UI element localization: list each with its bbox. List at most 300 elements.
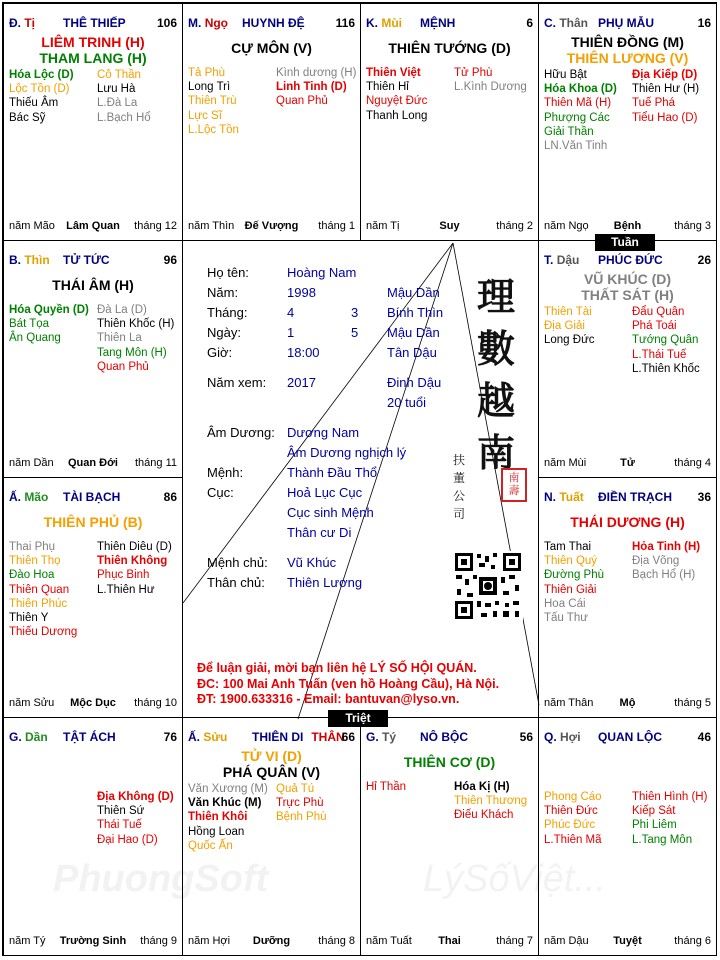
- minor-star: Thiên Quan: [9, 583, 70, 596]
- palace-footer: [9, 935, 177, 949]
- minor-star: Văn Khúc (M): [188, 797, 262, 810]
- minor-stars-right: [632, 68, 699, 125]
- minor-star: Lực Sĩ: [188, 109, 222, 122]
- menh-label: Mệnh:: [207, 465, 244, 480]
- main-stars: [4, 514, 182, 530]
- palace-name: [420, 730, 468, 744]
- red-seal-stamp: [501, 468, 527, 502]
- minor-star: Đẩu Quân: [632, 306, 685, 318]
- minor-star: Phục Binh: [97, 569, 150, 582]
- minor-stars-left: [9, 303, 89, 346]
- hour-can: Tân Dậu: [387, 345, 437, 360]
- main-stars: [539, 514, 716, 530]
- life-stage: Quan Đới: [68, 457, 118, 469]
- tuan-marker: Tuần: [595, 234, 655, 251]
- palace-position: [544, 490, 584, 504]
- cycle-year: năm Tị: [366, 220, 400, 232]
- major-cycle-age: 16: [697, 16, 711, 30]
- minor-star: Tấu Thư: [544, 612, 588, 625]
- month-can: Bính Thìn: [387, 305, 444, 320]
- minor-star: Thiên Đức: [544, 805, 598, 818]
- than-marker: THÂN: [311, 730, 345, 744]
- age-value: 20 tuổi: [387, 395, 427, 410]
- minor-star: Hữu Bật: [544, 69, 587, 81]
- minor-star: Hóa Quyền (D): [9, 304, 89, 316]
- minor-star: L.Lộc Tồn: [188, 123, 239, 136]
- minor-star: Thiên Hư (H): [632, 83, 700, 96]
- thanchu-label: Thân chủ:: [207, 575, 265, 590]
- cycle-month: tháng 8: [318, 935, 355, 947]
- main-star: THIÊN PHỦ (B): [43, 514, 143, 530]
- day-can: Mậu Dần: [387, 325, 440, 340]
- minor-star: Cô Thần: [97, 69, 141, 81]
- calligraphy-side-text: 扶董公司: [453, 453, 466, 521]
- minor-star: Bát Tọa: [9, 318, 50, 331]
- minor-star: Tử Phù: [454, 67, 493, 79]
- position-label: N.: [544, 490, 556, 504]
- cycle-year: năm Ngọ: [544, 220, 589, 232]
- minor-star: Thiên Sứ: [97, 805, 145, 818]
- cycle-month: tháng 1: [318, 220, 355, 232]
- cycle-year: năm Dậu: [544, 935, 589, 947]
- cycle-month: tháng 3: [674, 220, 711, 232]
- palace-position: [9, 490, 48, 504]
- minor-star: Hoa Cái: [544, 597, 586, 610]
- cuc-value: Hoả Lục Cục: [287, 485, 363, 500]
- hour-value: 18:00: [287, 345, 320, 360]
- cycle-year: năm Tý: [9, 935, 46, 947]
- main-star: THAM LANG (H): [39, 50, 147, 66]
- minor-stars-right: [454, 780, 527, 823]
- palace-header: [9, 490, 177, 506]
- minor-star: Phi Liêm: [632, 819, 677, 832]
- palace-cell-than[interactable]: [538, 3, 717, 241]
- main-star: THẤT SÁT (H): [581, 287, 674, 303]
- minor-star: Đào Hoa: [9, 569, 55, 582]
- palace-title: TÀI BẠCH: [63, 490, 121, 504]
- name-label: Họ tên:: [207, 265, 249, 280]
- palace-name: [598, 490, 672, 504]
- palace-footer: [366, 220, 533, 234]
- minor-stars-left: [188, 782, 268, 853]
- minor-star: Trực Phù: [276, 797, 324, 810]
- minor-star: L.Thái Tuế: [632, 348, 687, 361]
- palace-cell-mui[interactable]: [360, 3, 539, 241]
- minor-star: Phá Toái: [632, 320, 677, 333]
- year-can: Mậu Dần: [387, 285, 440, 300]
- major-cycle-age: 86: [163, 490, 177, 504]
- major-cycle-age: 36: [697, 490, 711, 504]
- palace-position: [544, 730, 581, 744]
- minor-star: Bác Sỹ: [9, 111, 46, 124]
- palace-position: [9, 730, 48, 744]
- minor-star: Hỉ Thần: [366, 781, 407, 793]
- position-label: M.: [188, 16, 202, 30]
- palace-position: [544, 253, 579, 267]
- cycle-year: năm Thìn: [188, 220, 235, 232]
- branch-label: Hợi: [560, 730, 581, 744]
- palace-position: [366, 730, 396, 744]
- palace-footer: [544, 457, 711, 471]
- main-star: PHÁ QUÂN (V): [222, 764, 321, 780]
- cycle-year: năm Mùi: [544, 457, 587, 469]
- branch-label: Mão: [24, 490, 49, 504]
- main-star: THIÊN LƯƠNG (V): [566, 50, 689, 66]
- position-label: K.: [366, 16, 378, 30]
- minor-star: Thiên Mã (H): [544, 97, 612, 110]
- cycle-month: tháng 11: [134, 457, 177, 469]
- minor-stars-left: [366, 780, 406, 794]
- main-stars: [4, 34, 182, 66]
- palace-position: [9, 16, 35, 30]
- minor-star: Thiên Hỉ: [366, 81, 409, 94]
- minor-star: Thiên Thương: [454, 795, 528, 808]
- minor-star: Nguyệt Đức: [366, 95, 428, 108]
- palace-footer: [544, 935, 711, 949]
- minor-star: Phúc Đức: [544, 819, 596, 832]
- position-label: T.: [544, 253, 554, 267]
- cycle-month: tháng 10: [134, 697, 177, 709]
- minor-stars-left: [544, 305, 595, 348]
- view-year-can: Đinh Dậu: [387, 375, 442, 390]
- palace-footer: [188, 935, 355, 949]
- calligraphy-logo: [471, 271, 521, 479]
- minor-star: Địa Võng: [632, 555, 680, 568]
- palace-footer: [9, 457, 177, 471]
- minor-star: Thiên Diêu (D): [97, 541, 172, 553]
- minor-star: Thiên Thọ: [9, 555, 61, 568]
- palace-title: THÊ THIẾP: [63, 16, 126, 30]
- palace-title: HUYNH ĐỆ: [242, 16, 305, 30]
- view-year-value: 2017: [287, 375, 316, 390]
- main-star: THÁI DƯƠNG (H): [570, 514, 685, 530]
- calligraphy-char: 理: [476, 274, 515, 319]
- cycle-month: tháng 6: [674, 935, 711, 947]
- palace-title: PHÚC ĐỨC: [598, 253, 663, 267]
- main-stars: [4, 277, 182, 293]
- minor-star: Quốc Ấn: [188, 839, 233, 852]
- main-star: CỰ MÔN (V): [231, 40, 312, 56]
- seal-text: 南壽: [508, 471, 520, 497]
- main-star: VŨ KHÚC (D): [583, 271, 672, 287]
- day-lunar: 5: [351, 325, 359, 340]
- minor-star: Giải Thần: [544, 125, 594, 138]
- minor-star: L.Thiên Hư: [97, 583, 155, 596]
- major-cycle-age: 56: [519, 730, 533, 744]
- minor-star: Hóa Kị (H): [454, 781, 510, 793]
- minor-star: Phong Cáo: [544, 791, 602, 803]
- palace-cell-suu[interactable]: [182, 717, 361, 956]
- position-label: Ấ.: [188, 730, 200, 744]
- center-info-panel: [183, 243, 540, 720]
- palace-title: TẬT ÁCH: [63, 730, 116, 744]
- branch-label: Dậu: [556, 253, 580, 267]
- minor-star: Thiên Tài: [544, 306, 592, 318]
- palace-position: [188, 16, 228, 30]
- minor-star: Thái Tuế: [97, 819, 142, 832]
- palace-header: [9, 253, 177, 269]
- qr-code-icon[interactable]: [453, 551, 523, 621]
- minor-star: Thiên Quý: [544, 555, 598, 568]
- branch-label: Sửu: [203, 730, 228, 744]
- minor-star: Thiếu Âm: [9, 97, 59, 110]
- minor-stars-right: [632, 790, 707, 847]
- menh-value: Thành Đầu Thổ: [287, 465, 378, 480]
- palace-header: [188, 730, 355, 746]
- main-stars: [361, 40, 538, 56]
- cycle-year: năm Tuất: [366, 935, 412, 947]
- minor-star: Địa Kiếp (D): [632, 69, 698, 81]
- palace-header: [544, 253, 711, 269]
- minor-star: Lưu Hà: [97, 83, 136, 96]
- palace-name: [63, 730, 116, 744]
- main-stars: [183, 748, 360, 780]
- main-stars: [539, 34, 716, 66]
- cycle-month: tháng 12: [134, 220, 177, 232]
- month-value: 4: [287, 305, 295, 320]
- life-stage: Dưỡng: [252, 935, 291, 947]
- position-label: Đ.: [9, 16, 21, 30]
- major-cycle-age: 76: [163, 730, 177, 744]
- palace-title: NÔ BỘC: [420, 730, 468, 744]
- palace-title: MỆNH: [420, 16, 456, 30]
- branch-label: Thân: [559, 16, 589, 30]
- year-value: 1998: [287, 285, 316, 300]
- palace-footer: [9, 697, 177, 711]
- minor-star: Hồng Loan: [188, 825, 245, 838]
- main-star: LIÊM TRINH (H): [41, 34, 145, 50]
- life-stage: Mộc Dục: [70, 697, 116, 709]
- position-label: Ấ.: [9, 490, 21, 504]
- calligraphy-char: 數: [476, 326, 515, 371]
- minor-stars-right: [97, 68, 151, 125]
- day-label: Ngày:: [207, 325, 241, 340]
- minor-star: Đường Phù: [544, 569, 604, 582]
- minor-star: Long Trì: [188, 81, 231, 94]
- life-stage: Tuyệt: [613, 935, 642, 947]
- minor-stars-left: [544, 790, 602, 847]
- minor-star: Lộc Tồn (D): [9, 83, 70, 96]
- cuc-label: Cục:: [207, 485, 234, 500]
- minor-stars-right: [632, 305, 700, 376]
- palace-title: TỬ TỨC: [63, 253, 110, 267]
- life-stage: Lâm Quan: [66, 220, 120, 232]
- minor-star: Thiên Khốc (H): [97, 318, 175, 331]
- minor-stars-left: [9, 68, 74, 125]
- main-star: THÁI ÂM (H): [52, 277, 134, 293]
- major-cycle-age: 116: [335, 16, 355, 30]
- palace-cell-ti[interactable]: [3, 3, 183, 241]
- minor-star: Hóa Khoa (D): [544, 83, 617, 96]
- palace-footer: [544, 697, 711, 711]
- major-cycle-age: 66: [341, 730, 355, 744]
- cycle-year: năm Mão: [9, 220, 55, 232]
- minor-stars-left: [544, 68, 617, 153]
- minor-star: Kiếp Sát: [632, 805, 676, 818]
- minor-star: Thiên Trù: [188, 95, 237, 108]
- palace-title: THIÊN DI: [252, 730, 304, 744]
- minor-star: Thiên Khôi: [188, 811, 248, 824]
- palace-name: [420, 16, 455, 30]
- palace-cell-mao[interactable]: [3, 477, 183, 718]
- minor-star: Địa Không (D): [97, 791, 174, 803]
- palace-header: [366, 16, 533, 32]
- palace-cell-dau[interactable]: [538, 240, 717, 478]
- cycle-month: tháng 4: [674, 457, 711, 469]
- minor-star: Thai Phụ: [9, 541, 56, 553]
- cycle-year: năm Thân: [544, 697, 594, 709]
- main-stars: [183, 40, 360, 56]
- calligraphy-char: 南: [476, 430, 515, 475]
- palace-title: ĐIỀN TRẠCH: [598, 490, 672, 504]
- minor-stars-left: [188, 66, 239, 137]
- major-cycle-age: 6: [526, 16, 533, 30]
- view-year-label: Năm xem:: [207, 375, 267, 390]
- major-cycle-age: 46: [697, 730, 711, 744]
- palace-position: [366, 16, 402, 30]
- month-label: Tháng:: [207, 305, 248, 320]
- palace-header: [366, 730, 533, 746]
- palace-title: PHỤ MẪU: [598, 16, 654, 30]
- major-cycle-age: 26: [697, 253, 711, 267]
- minor-star: Địa Giải: [544, 320, 585, 333]
- life-stage: Trường Sinh: [59, 935, 127, 947]
- minor-star: L.Đà La: [97, 97, 138, 110]
- life-stage: Bệnh: [613, 220, 642, 232]
- minor-star: L.Thiên Khốc: [632, 362, 700, 375]
- minor-stars-right: [454, 66, 527, 94]
- minor-star: L.Bạch Hổ: [97, 111, 151, 124]
- cycle-month: tháng 7: [496, 935, 533, 947]
- than-position: Thân cư Di: [287, 525, 352, 540]
- position-label: C.: [544, 16, 556, 30]
- minor-star: Thiên Y: [9, 612, 49, 625]
- watermark-left: PhuongSoft: [53, 858, 269, 900]
- palace-position: [9, 253, 50, 267]
- minor-star: Quan Phủ: [276, 95, 328, 108]
- palace-title: QUAN LỘC: [598, 730, 662, 744]
- palace-cell-ngo[interactable]: [182, 3, 361, 241]
- minor-star: Ân Quang: [9, 332, 61, 345]
- palace-name: [598, 253, 663, 267]
- contact-info: [197, 661, 499, 708]
- palace-cell-tuat[interactable]: [538, 477, 717, 718]
- month-lunar: 3: [351, 305, 359, 320]
- minor-star: Thanh Long: [366, 109, 428, 122]
- palace-header: [188, 16, 355, 32]
- minor-stars-right: [276, 66, 356, 109]
- minor-star: Đại Hao (D): [97, 833, 158, 846]
- minor-star: Thiên Phúc: [9, 597, 68, 610]
- name-value: Hoàng Nam: [287, 265, 357, 280]
- minor-star: Thiên Giải: [544, 583, 597, 596]
- palace-footer: [544, 220, 711, 234]
- minor-star: Hóa Lộc (D): [9, 69, 74, 81]
- contact-address: ĐC: 100 Mai Anh Tuấn (ven hồ Hoàng Cầu), Hà Nội.: [197, 676, 500, 691]
- life-stage: Suy: [439, 220, 460, 232]
- position-label: G.: [9, 730, 22, 744]
- minor-stars-right: [97, 303, 174, 374]
- cycle-year: năm Hợi: [188, 935, 231, 947]
- minor-star: Thiếu Dương: [9, 626, 78, 639]
- main-stars: [539, 271, 716, 303]
- branch-label: Tuất: [559, 490, 584, 504]
- menhchu-label: Mệnh chủ:: [207, 555, 268, 570]
- minor-stars-right: [276, 782, 327, 825]
- main-star: THIÊN ĐỒNG (M): [571, 34, 684, 50]
- palace-header: [9, 16, 177, 32]
- minor-star: Tả Phù: [188, 67, 226, 79]
- palace-footer: [188, 220, 355, 234]
- minor-star: Thiên La: [97, 332, 142, 345]
- branch-label: Tị: [24, 16, 36, 30]
- palace-header: [544, 490, 711, 506]
- day-value: 1: [287, 325, 295, 340]
- cycle-year: năm Sửu: [9, 697, 55, 709]
- position-label: Q.: [544, 730, 557, 744]
- major-cycle-age: 96: [163, 253, 177, 267]
- life-stage: Thai: [438, 935, 461, 947]
- life-stage: Tử: [620, 457, 635, 469]
- position-label: B.: [9, 253, 21, 267]
- main-star: THIÊN TƯỚNG (D): [388, 40, 511, 56]
- palace-name: [252, 730, 345, 744]
- minor-star: Quan Phủ: [97, 360, 149, 373]
- cycle-year: năm Dần: [9, 457, 54, 469]
- amduong-value: Dương Nam: [287, 425, 360, 440]
- minor-star: L.Tang Môn: [632, 833, 693, 846]
- main-star: TỬ VI (D): [241, 748, 302, 764]
- minor-star: Quả Tú: [276, 783, 315, 795]
- minor-star: Kình dương (H): [276, 67, 357, 79]
- minor-star: Phượng Các: [544, 111, 610, 124]
- minor-star: L.Thiên Mã: [544, 833, 602, 846]
- palace-cell-thin[interactable]: [3, 240, 183, 478]
- hour-label: Giờ:: [207, 345, 233, 360]
- contact-line: Để luận giải, mời bạn liên hệ LÝ SỐ HỘI QUÁN.: [197, 661, 477, 675]
- cycle-month: tháng 2: [496, 220, 533, 232]
- palace-name: [242, 16, 305, 30]
- minor-star: Điếu Khách: [454, 809, 514, 822]
- life-stage: Mộ: [619, 697, 636, 709]
- minor-star: Thiên Việt: [366, 67, 421, 79]
- palace-cell-ty[interactable]: [360, 717, 539, 956]
- horoscope-chart: [2, 2, 717, 956]
- position-label: G.: [366, 730, 379, 744]
- minor-star: Tiểu Hao (D): [632, 111, 698, 124]
- thanchu-value: Thiên Lương: [287, 575, 363, 590]
- minor-star: L.Kình Dương: [454, 81, 527, 94]
- palace-header: [9, 730, 177, 746]
- cycle-month: tháng 5: [674, 697, 711, 709]
- palace-position: [544, 16, 588, 30]
- major-cycle-age: 106: [156, 16, 177, 30]
- palace-header: [544, 16, 711, 32]
- palace-name: [63, 16, 126, 30]
- triet-marker: Triệt: [328, 710, 388, 727]
- palace-name: [63, 490, 120, 504]
- palace-cell-hoi[interactable]: [538, 717, 717, 956]
- palace-header: [544, 730, 711, 746]
- minor-star: Tang Môn (H): [97, 346, 167, 359]
- minor-stars-left: [366, 66, 427, 123]
- contact-phone-email[interactable]: ĐT: 1900.633316 - Email: bantuvan@lyso.vn.: [197, 692, 460, 706]
- palace-cell-dan[interactable]: [3, 717, 183, 956]
- watermark-right: LýSốViệt...: [423, 858, 607, 900]
- minor-star: Hỏa Tinh (H): [632, 541, 701, 553]
- minor-stars-left: [9, 540, 77, 639]
- minor-star: Tam Thai: [544, 541, 592, 553]
